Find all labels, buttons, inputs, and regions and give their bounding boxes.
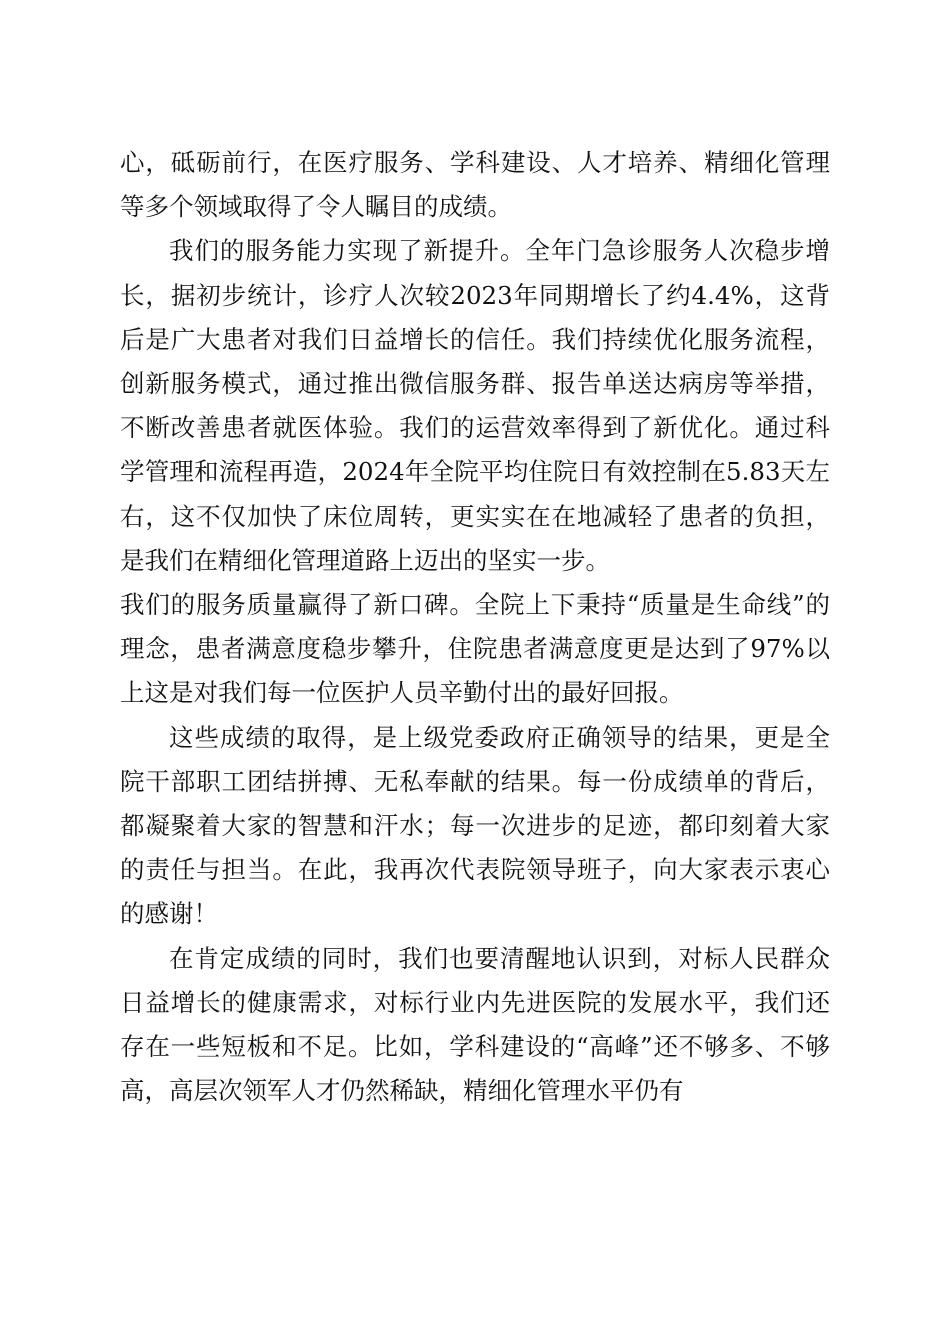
paragraph-service-capacity: 我们的服务能力实现了新提升。全年门急诊服务人次稳步增长，据初步统计，诊疗人次较2023年同期增长了约4.4%，这背后是广大患者对我们日益增长的信任。我们持续优化服务流程，创新服务模式，通过推出微信服务群、报告单送达病房等举措，不断改善患者就医体验。我们的运营效率得到了新优化。通过科学管理和流程再造，2024年全院平均住院日有效控制在5.83天左右，这不仅加快了床位周转，更实实在在地减轻了患者的负担，是我们在精细化管理道路上迈出的坚实一步。 <box>120 236 830 575</box>
document-body <box>120 141 830 1113</box>
paragraph-service-quality: 我们的服务质量赢得了新口碑。全院上下秉持“质量是生命线”的理念，患者满意度稳步攀升，住院患者满意度更是达到了97%以上这是对我们每一位医护人员辛勤付出的最好回报。 <box>120 590 830 708</box>
paragraph-shortcomings: 在肯定成绩的同时，我们也要清醒地认识到，对标人民群众日益增长的健康需求，对标行业内先进医院的发展水平，我们还存在一些短板和不足。比如，学科建设的“高峰”还不够多、不够高，高层次领军人才仍然稀缺，精细化管理水平仍有 <box>120 943 830 1106</box>
paragraph-achievements: 这些成绩的取得，是上级党委政府正确领导的结果，更是全院干部职工团结拼搏、无私奉献的结果。每一份成绩单的背后，都凝聚着大家的智慧和汗水；每一次进步的足迹，都印刻着大家的责任与担当。在此，我再次代表院领导班子，向大家表示衷心的感谢！ <box>120 722 830 929</box>
paragraph-continuation: 心，砥砺前行，在医疗服务、学科建设、人才培养、精细化管理等多个领域取得了令人瞩目的成绩。 <box>120 148 830 222</box>
